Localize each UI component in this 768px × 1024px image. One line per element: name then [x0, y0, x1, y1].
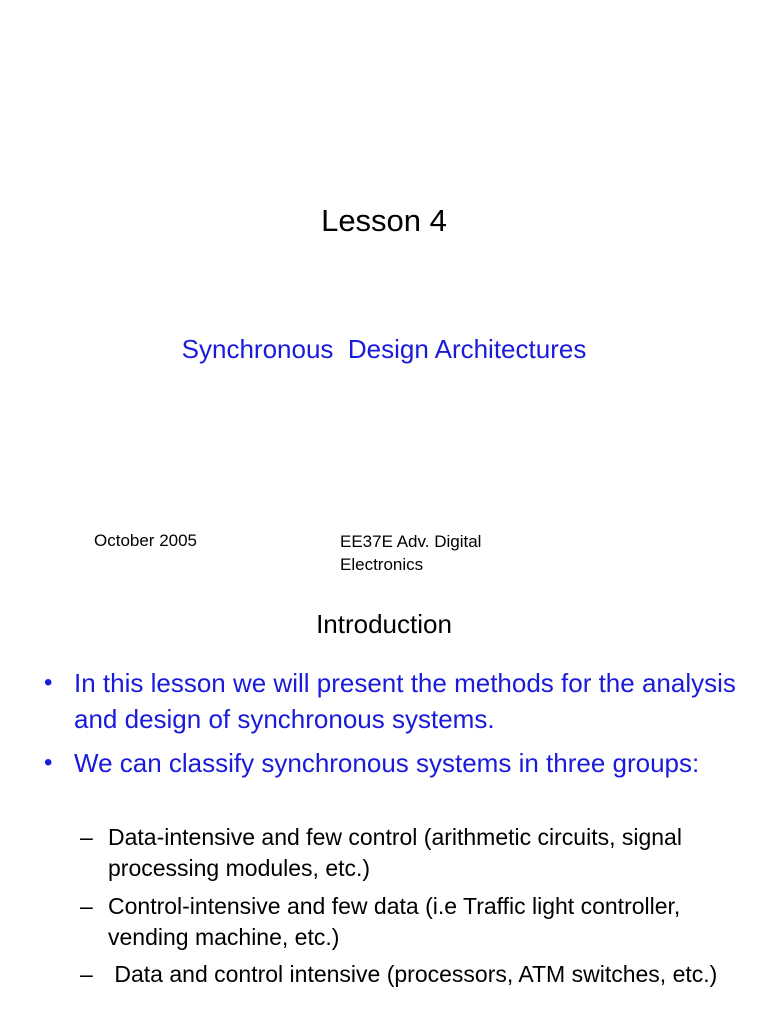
bullet-item: [44, 665, 744, 737]
sub-bullet-item: [80, 959, 740, 990]
bullet-text: In this lesson we will present the methods for the analysis and design of synchronous systems.: [74, 668, 736, 734]
bullet-text: We can classify synchronous systems in three groups:: [74, 748, 700, 778]
sub-bullet-marker: –: [80, 961, 93, 987]
slide-subtitle: Synchronous Design Architectures: [181, 334, 587, 364]
bullet-marker: •: [44, 669, 53, 696]
sub-bullet-text: Data-intensive and few control (arithmetic circuits, signal processing modules, etc.): [108, 824, 682, 881]
footer-course: EE37E Adv. Digital Electronics: [340, 532, 482, 574]
bullet-item: [44, 745, 744, 781]
sub-bullet-item: [80, 891, 740, 953]
section-title: Introduction: [316, 609, 452, 639]
sub-bullet-item: [80, 822, 740, 884]
slide-title: Lesson 4: [321, 203, 447, 238]
sub-bullet-marker: –: [80, 824, 93, 850]
sub-bullet-marker: –: [80, 893, 93, 919]
footer-date: October 2005: [94, 531, 198, 550]
bullet-marker: •: [44, 749, 53, 776]
sub-bullet-text: Data and control intensive (processors, ATM switches, etc.): [108, 961, 718, 987]
sub-bullet-text: Control-intensive and few data (i.e Traffic light controller, vending machine, etc.): [108, 893, 681, 950]
